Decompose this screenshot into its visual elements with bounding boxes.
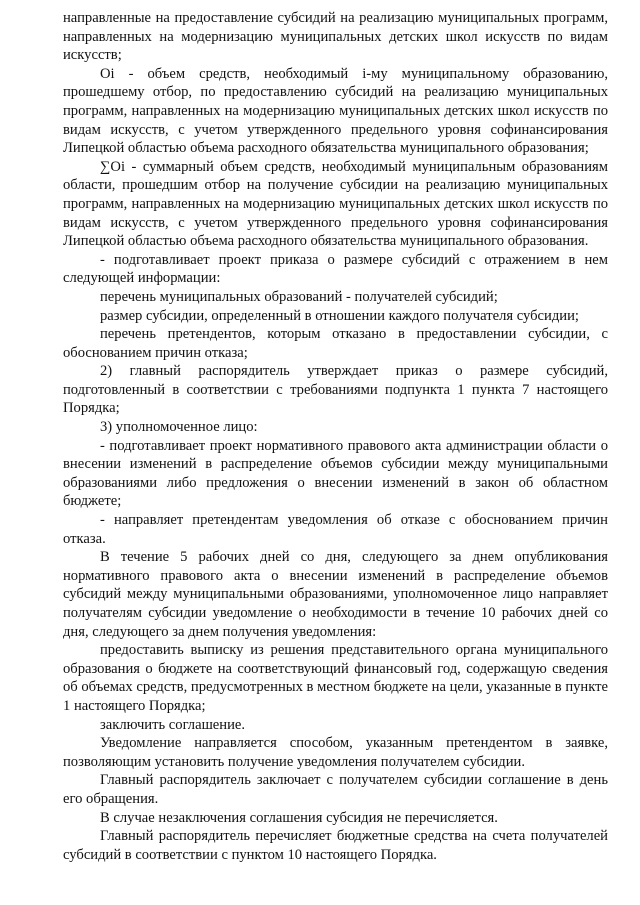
paragraph-5: перечень муниципальных образований - получателей субсидий; [100,288,498,305]
paragraph-3-text: суммарный объем средств, необходимый муниципальным образованиям области, прошедшим отбор на получение субсидии на реализацию муниципальных программ, направленных на модернизацию муниципальных детских школ искусств по видам искусств, с учетом утвержденного предельного уровня софинансирования Липецкой областью объема расходного обязательства муниципального образования. [63,158,609,250]
paragraph-7: перечень претендентов, которым отказано в предоставлении субсидии, с обоснованием причин отказа; [63,326,608,361]
paragraph-1: направленные на предоставление субсидий на реализацию муниципальных программ, направленных на модернизацию муниципальных детских школ искусств по видам искусств; [63,10,608,64]
paragraph-11: - направляет претендентам уведомления об отказе с обоснованием причин отказа. [63,512,608,547]
paragraph-3 [63,158,608,251]
paragraph-17: В случае незаключения соглашения субсидия не перечисляется. [100,809,498,826]
paragraph-14: заключить соглашение. [100,716,246,733]
paragraph-18: Главный распорядитель перечисляет бюджетные средства на счета получателей субсидий в соответствии с пунктом 10 настоящего Порядка. [63,828,608,863]
paragraph-6: размер субсидии, определенный в отношении каждого получателя субсидии; [100,307,579,324]
paragraph-13: предоставить выписку из решения представительного органа муниципального образования о бюджете на соответствующий финансовый год, содержащую сведения об объемах средств, предусмотренных в местном бюджете на цели, указанные в пункте 1 настоящего Порядка; [63,642,608,714]
paragraph-4: - подготавливает проект приказа о размере субсидий с отражением в нем следующей информации: [63,251,608,287]
paragraph-12: В течение 5 рабочих дней со дня, следующего за днем опубликования нормативного правового акта о внесении изменений в распределение объемов субсидий между муниципальными образованиями, уполномоченное лицо направляет получателям субсидии уведомление о необходимости в течение 10 рабочих дней со дня, следующего за днем получения уведомления: [63,549,608,640]
paragraph-9: 3) уполномоченное лицо: [100,419,258,436]
paragraph-2: Oi - объем средств, необходимый i-му муниципальному образованию, прошедшему отбор, по предоставлению субсидий на реализацию муниципальных программ, направленных на модернизацию муниципальных детских школ искусств по видам искусств, с учетом утвержденного предельного уровня софинансирования Липецкой областью объема расходного обязательства муниципального образования; [63,65,608,157]
paragraph-16: Главный распорядитель заключает с получателем субсидии соглашение в день его обращения. [63,772,608,807]
paragraph-8: 2) главный распорядитель утверждает приказ о размере субсидий, подготовленный в соответствии с требованиями подпункта 1 пункта 7 настоящего Порядка; [63,363,608,417]
sum-formula-prefix: ∑Oi - [100,158,137,175]
paragraph-10: - подготавливает проект нормативного правового акта администрации области о внесении изменений в распределение объемов субсидии между муниципальными образованиями либо предложения о внесении изменений в закон об областном бюджете; [63,437,608,510]
paragraph-15: Уведомление направляется способом, указанным претендентом в заявке, позволяющим установить получение уведомления получателем субсидии. [63,735,608,770]
document-body [63,9,608,864]
